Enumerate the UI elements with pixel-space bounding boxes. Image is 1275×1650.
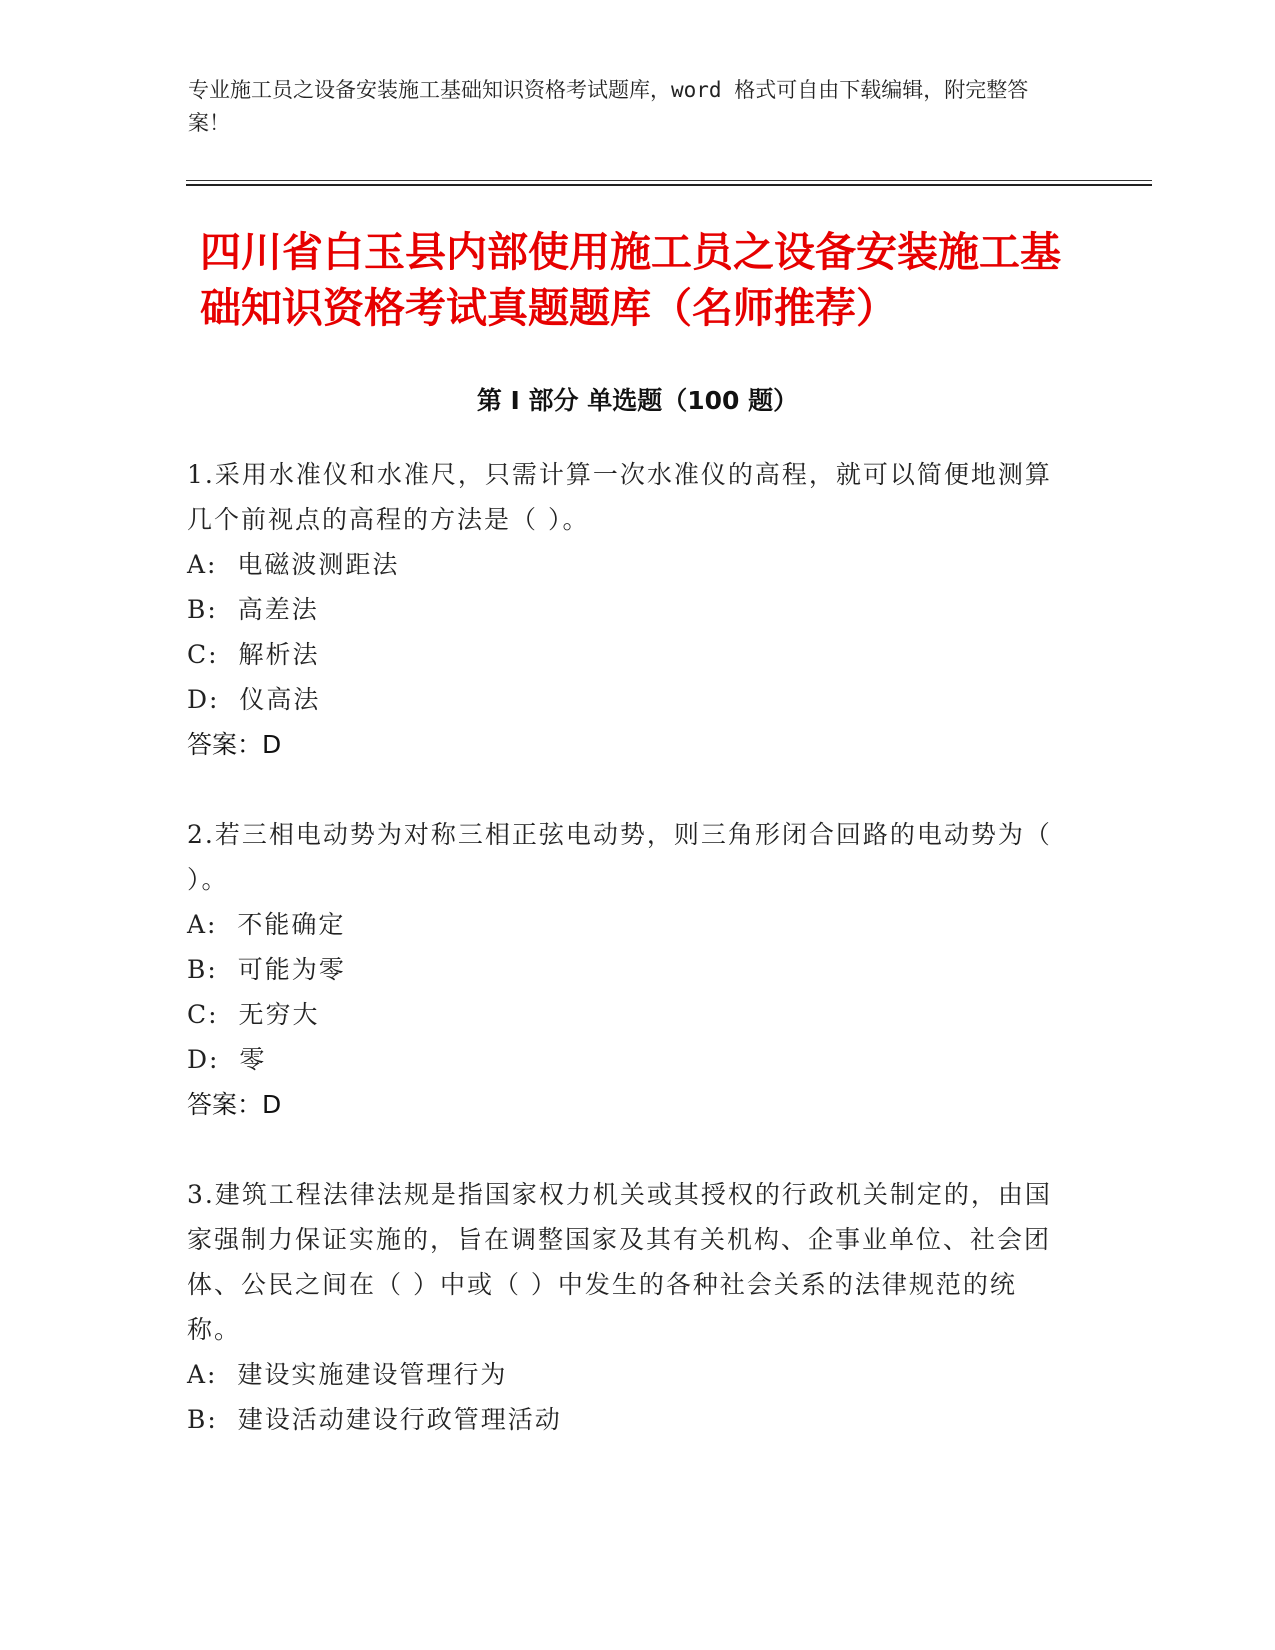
header-divider-thick [186,184,1152,186]
option-d: D: 零 [187,1045,267,1074]
header-divider-thin [186,180,1152,181]
option-c: C: 无穷大 [187,1000,320,1029]
option-a: A: 不能确定 [187,910,346,939]
question-1 [187,452,1067,767]
question-stem: 1.采用水准仪和水准尺，只需计算一次水准仪的高程，就可以简便地测算几个前视点的高程的方法是（ ）。 [187,460,1052,534]
answer: 答案：D [187,730,282,759]
option-b: B: 高差法 [187,595,319,624]
answer: 答案：D [187,1090,282,1119]
option-a: A: 建设实施建设管理行为 [187,1360,508,1389]
question-stem: 2.若三相电动势为对称三相正弦电动势，则三角形闭合回路的电动势为（ ）。 [187,820,1052,894]
option-b: B: 可能为零 [187,955,346,984]
option-a: A: 电磁波测距法 [187,550,400,579]
document-title: 四川省白玉县内部使用施工员之设备安装施工基础知识资格考试真题题库（名师推荐） [200,228,1061,332]
option-b: B: 建设活动建设行政管理活动 [187,1405,562,1434]
section-heading: 第 I 部分 单选题（100 题） [476,386,799,415]
question-2 [187,812,1067,1127]
header-note: 专业施工员之设备安装施工基础知识资格考试题库，word 格式可自由下载编辑，附完整答案！ [188,78,1029,135]
option-c: C: 解析法 [187,640,320,669]
question-stem: 3.建筑工程法律法规是指国家权力机关或其授权的行政机关制定的，由国家强制力保证实施的，旨在调整国家及其有关机构、企事业单位、社会团体、公民之间在（ ）中或（ ）中发生的各种社会关系的法律规范的统称。 [187,1180,1052,1344]
question-3 [187,1172,1067,1442]
option-d: D: 仪高法 [187,685,321,714]
